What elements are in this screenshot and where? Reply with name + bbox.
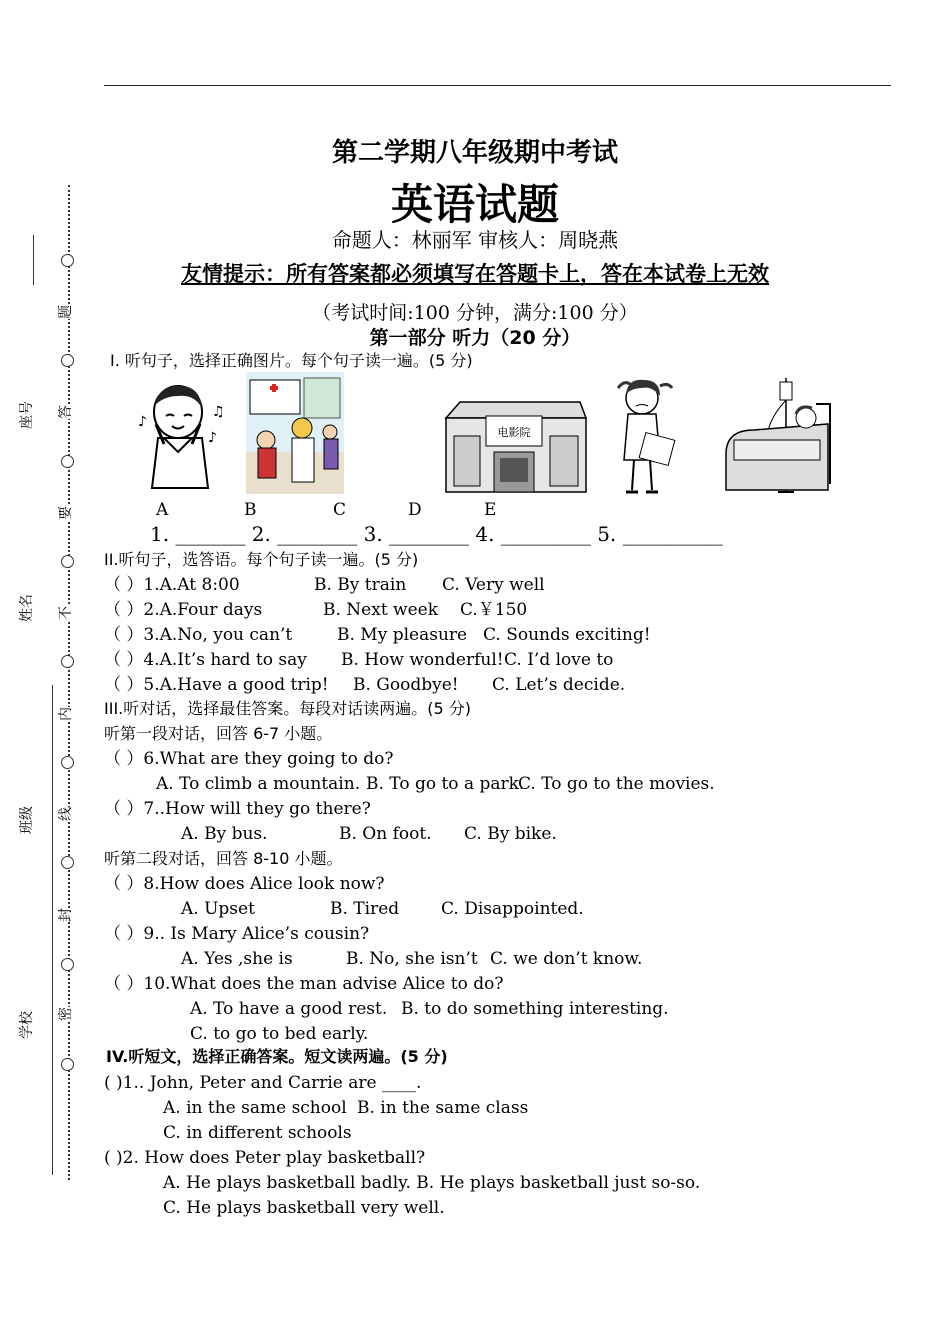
name-label: 姓名 — [19, 594, 35, 622]
q8-option-b: B. Tired — [330, 899, 400, 919]
seal-char: 题 — [55, 305, 75, 319]
picture-letter: E — [484, 500, 497, 520]
q9-option-a: A. Yes ,she is — [181, 949, 293, 969]
passage-question-1: ( )1.. John, Peter and Carrie are ____. — [104, 1073, 422, 1093]
seal-char: 封 — [55, 908, 75, 922]
question-row — [104, 599, 528, 621]
q6-option-b: B. To go to a park. — [366, 774, 525, 794]
authors-line: 命题人：林丽军 审核人：周晓燕 — [331, 228, 619, 252]
question-6: （ ）6.What are they going to do? — [104, 749, 394, 769]
pq1-option-b: B. in the same class — [357, 1098, 529, 1118]
option-a: （ ）3.A.No, you can’t — [104, 625, 293, 645]
svg-text:♪: ♪ — [138, 414, 147, 430]
option-c: C. Sounds exciting! — [483, 625, 651, 645]
picture-letter: B — [244, 500, 257, 520]
question-row — [104, 624, 651, 646]
question-7: （ ）7..How will they go there? — [104, 799, 371, 819]
cinema-sign-text: 电影院 — [497, 426, 531, 439]
seal-circle — [61, 655, 74, 668]
section2-heading: II.听句子，选答语。每个句子读一遍。(5 分) — [104, 550, 419, 569]
picture-c-cinema — [440, 392, 590, 496]
question-8: （ ）8.How does Alice look now? — [104, 874, 385, 894]
option-b: B. By train — [314, 575, 407, 595]
seal-circle — [61, 1058, 74, 1071]
picture-b-hospital — [246, 372, 344, 494]
seal-char: 线 — [55, 807, 75, 821]
option-b: B. Goodbye! — [353, 675, 459, 695]
q7-option-a: A. By bus. — [181, 824, 268, 844]
section4-heading: IV.听短文，选择正确答案。短文读两遍。(5 分) — [106, 1047, 448, 1066]
q9-option-c: C. we don’t know. — [490, 949, 643, 969]
picture-a-music-boy — [134, 380, 230, 492]
dialog2-instruction: 听第二段对话，回答 8-10 小题。 — [104, 849, 343, 868]
svg-text:♫: ♫ — [212, 404, 225, 420]
option-b: B. How wonderful! — [341, 650, 504, 670]
seal-circle — [61, 958, 74, 971]
q8-option-c: C. Disappointed. — [441, 899, 584, 919]
q8-option-a: A. Upset — [181, 899, 255, 919]
seal-circle — [61, 455, 74, 468]
q10-option-c: C. to go to bed early. — [190, 1024, 369, 1044]
notice: 友情提示：所有答案都必须填写在答题卡上，答在本试卷上无效 — [181, 262, 769, 286]
part-heading: 第一部分 听力（20 分） — [369, 327, 581, 349]
question-row — [104, 674, 626, 696]
picture-e-patient-bed — [724, 374, 834, 496]
seal-char: 不 — [55, 606, 75, 620]
header-rule — [104, 85, 891, 86]
question-9: （ ）9.. Is Mary Alice’s cousin? — [104, 924, 370, 944]
seal-char: 答 — [55, 405, 75, 419]
q10-option-b: B. to do something interesting. — [401, 999, 669, 1019]
passage-question-2: ( )2. How does Peter play basketball? — [104, 1148, 426, 1168]
seal-circle — [61, 856, 74, 869]
picture-letter: A — [156, 500, 169, 520]
section1-heading: Ⅰ. 听句子，选择正确图片。每个句子读一遍。(5 分) — [110, 351, 473, 370]
writing-line — [52, 685, 53, 1175]
q9-option-b: B. No, she isn’t — [346, 949, 478, 969]
seal-char: 要 — [55, 506, 75, 520]
q6-option-a: A. To climb a mountain. — [156, 774, 361, 794]
option-a: （ ）2.A.Four days — [104, 600, 263, 620]
option-b: B. My pleasure — [337, 625, 468, 645]
school-label: 学校 — [19, 1011, 35, 1039]
seal-char: 内 — [55, 707, 75, 721]
pq1-option-a: A. in the same school — [163, 1098, 347, 1118]
exam-time: （考试时间:100 分钟，满分:100 分） — [312, 302, 638, 324]
pq2-options-ab: A. He plays basketball badly. B. He plays basketball just so-so. — [163, 1173, 701, 1193]
option-b: B. Next week — [323, 600, 439, 620]
picture-letter: D — [408, 500, 422, 520]
seal-circle — [61, 756, 74, 769]
question-10: （ ）10.What does the man advise Alice to do? — [104, 974, 504, 994]
option-c: C.￥150 — [460, 600, 528, 620]
q10-option-a: A. To have a good rest. — [190, 999, 388, 1019]
picture-d-sick-girl — [612, 376, 682, 498]
q7-option-c: C. By bike. — [464, 824, 557, 844]
q6-option-c: C. To go to the movies. — [518, 774, 715, 794]
q7-option-b: B. On foot. — [339, 824, 432, 844]
dialog1-instruction: 听第一段对话，回答 6-7 小题。 — [104, 724, 333, 743]
svg-text:♪: ♪ — [208, 430, 217, 446]
option-a: （ ）1.A.At 8:00 — [104, 575, 240, 595]
option-c: C. Let’s decide. — [492, 675, 626, 695]
picture-letter: C — [333, 500, 347, 520]
exam-title: 第二学期八年级期中考试 — [331, 138, 618, 168]
option-c: C. Very well — [442, 575, 545, 595]
seal-circle — [61, 555, 74, 568]
answer-blanks: 1. _______ 2. ________ 3. ________ 4. _________ 5. __________ — [150, 522, 723, 546]
pq1-option-c: C. in different schools — [163, 1123, 352, 1143]
question-row — [104, 574, 545, 596]
option-c: C. I’d love to — [504, 650, 614, 670]
question-row — [104, 649, 614, 671]
subject-title: 英语试题 — [390, 180, 559, 229]
option-a: （ ）4.A.It’s hard to say — [104, 650, 307, 670]
class-label: 班级 — [19, 806, 35, 834]
seat-number-label: 座号 — [19, 401, 35, 429]
seal-circle — [61, 354, 74, 367]
option-a: （ ）5.A.Have a good trip! — [104, 675, 329, 695]
seal-char: 密 — [55, 1007, 75, 1021]
pq2-option-c: C. He plays basketball very well. — [163, 1198, 445, 1218]
section3-heading: III.听对话，选择最佳答案。每段对话读两遍。(5 分) — [104, 699, 471, 718]
